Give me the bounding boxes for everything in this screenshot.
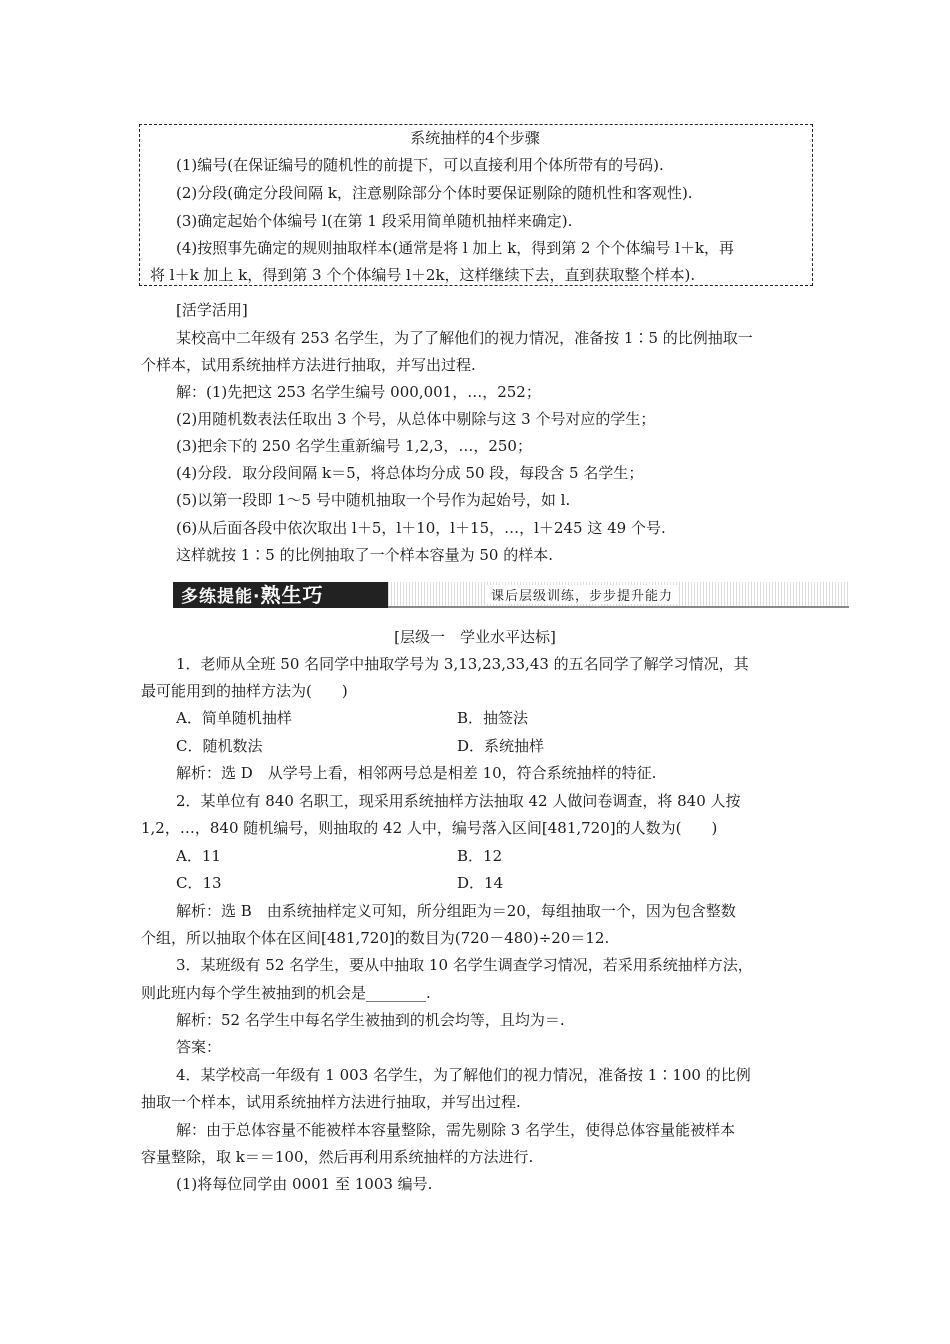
banner-rule <box>388 606 849 608</box>
q3-analysis: 解析：52 名学生中每名学生被抽到的机会均等，且均为＝. <box>176 1011 565 1029</box>
step-4-cont: 将 l＋k 加上 k，得到第 3 个个体编号 l＋2k，这样继续下去，直到获取整个样本). <box>150 266 696 284</box>
q1-option-b: B．抽签法 <box>457 709 529 727</box>
q1-option-a: A．简单随机抽样 <box>176 709 292 727</box>
step-3: (3)确定起始个体编号 l(在第 1 段采用简单随机抽样来确定). <box>176 212 573 230</box>
q3-answer: 答案： <box>176 1038 222 1056</box>
q3-line1: 3．某班级有 52 名学生，要从中抽取 10 名学生调查学习情况，若采用系统抽样方法， <box>176 956 753 974</box>
q1-option-c: C．随机数法 <box>176 737 263 755</box>
banner-label-a: 多练提能· <box>181 587 261 607</box>
step-1: (1)编号(在保证编号的随机性的前提下，可以直接利用个体所带有的号码). <box>176 156 664 174</box>
practice-conclusion: 这样就按 1∶5 的比例抽取了一个样本容量为 50 的样本. <box>176 546 554 564</box>
q4-line1: 4．某学校高一年级有 1 003 名学生，为了解他们的视力情况，准备按 1∶100 的比例 <box>176 1066 751 1084</box>
section-banner <box>173 582 849 608</box>
box-title: 系统抽样的4个步骤 <box>410 129 540 147</box>
q4-solution-line2: 容量整除，取 k＝＝100，然后再利用系统抽样的方法进行. <box>141 1148 534 1166</box>
q2-option-b: B．12 <box>457 847 503 865</box>
practice-step-5: (5)以第一段即 1～5 号中随机抽取一个号作为起始号，如 l. <box>176 491 571 509</box>
q3-line2: 则此班内每个学生被抽到的机会是________. <box>141 984 431 1002</box>
q1-answer: 解析：选 D 从学号上看，相邻两号总是相差 10，符合系统抽样的特征. <box>176 764 657 782</box>
banner-subtitle: 课后层级训练，步步提升能力 <box>485 585 679 604</box>
q2-line2: 1,2，…，840 随机编号，则抽取的 42 人中，编号落入区间[481,720]的人数为( ) <box>141 819 718 837</box>
q2-option-c: C．13 <box>176 874 222 892</box>
banner-label-b: 熟生巧 <box>260 583 324 607</box>
q4-solution-line1: 解：由于总体容量不能被样本容量整除，需先剔除 3 名学生，使得总体容量能被样本 <box>176 1121 736 1139</box>
practice-step-1: 解：(1)先把这 253 名学生编号 000,001，…，252； <box>176 383 541 401</box>
q2-line1: 2．某单位有 840 名职工，现采用系统抽样方法抽取 42 人做问卷调查，将 840 人按 <box>176 792 741 810</box>
practice-heading: [活学活用] <box>176 301 248 319</box>
practice-q-line2: 个样本，试用系统抽样方法进行抽取，并写出过程. <box>141 356 476 374</box>
practice-step-2: (2)用随机数表法任取出 3 个号，从总体中剔除与这 3 个号对应的学生； <box>176 410 656 428</box>
q2-answer-line1: 解析：选 B 由系统抽样定义可知，所分组距为＝20，每组抽取一个，因为包含整数 <box>176 902 736 920</box>
level-title: [层级一 学业水平达标] <box>394 628 556 646</box>
q2-answer-line2: 个组，所以抽取个体在区间[481,720]的数目为(720－480)÷20＝12. <box>141 929 610 947</box>
step-4: (4)按照事先确定的规则抽取样本(通常是将 l 加上 k，得到第 2 个个体编号 l＋k，再 <box>176 239 735 257</box>
step-2: (2)分段(确定分段间隔 k，注意剔除部分个体时要保证剔除的随机性和客观性). <box>176 184 693 202</box>
q1-line2: 最可能用到的抽样方法为( ) <box>141 682 348 700</box>
q4-line2: 抽取一个样本，试用系统抽样方法进行抽取，并写出过程. <box>141 1093 521 1111</box>
practice-step-3: (3)把余下的 250 名学生重新编号 1,2,3，…，250； <box>176 437 532 455</box>
q1-option-d: D．系统抽样 <box>457 737 545 755</box>
q4-solution-step1: (1)将每位同学由 0001 至 1003 编号. <box>176 1175 433 1193</box>
q1-line1: 1．老师从全班 50 名同学中抽取学号为 3,13,23,33,43 的五名同学了解学习情况，其 <box>176 655 749 673</box>
practice-step-6: (6)从后面各段中依次取出 l＋5，l＋10，l＋15，…，l＋245 这 49 个号. <box>176 519 666 537</box>
steps-box <box>139 124 813 286</box>
practice-step-4: (4)分段．取分段间隔 k＝5，将总体均分成 50 段，每段含 5 名学生； <box>176 464 644 482</box>
banner-label <box>173 582 388 608</box>
practice-q-line1: 某校高中二年级有 253 名学生，为了了解他们的视力情况，准备按 1∶5 的比例抽取一 <box>176 329 753 347</box>
q2-option-a: A．11 <box>176 847 221 865</box>
q2-option-d: D．14 <box>457 874 504 892</box>
